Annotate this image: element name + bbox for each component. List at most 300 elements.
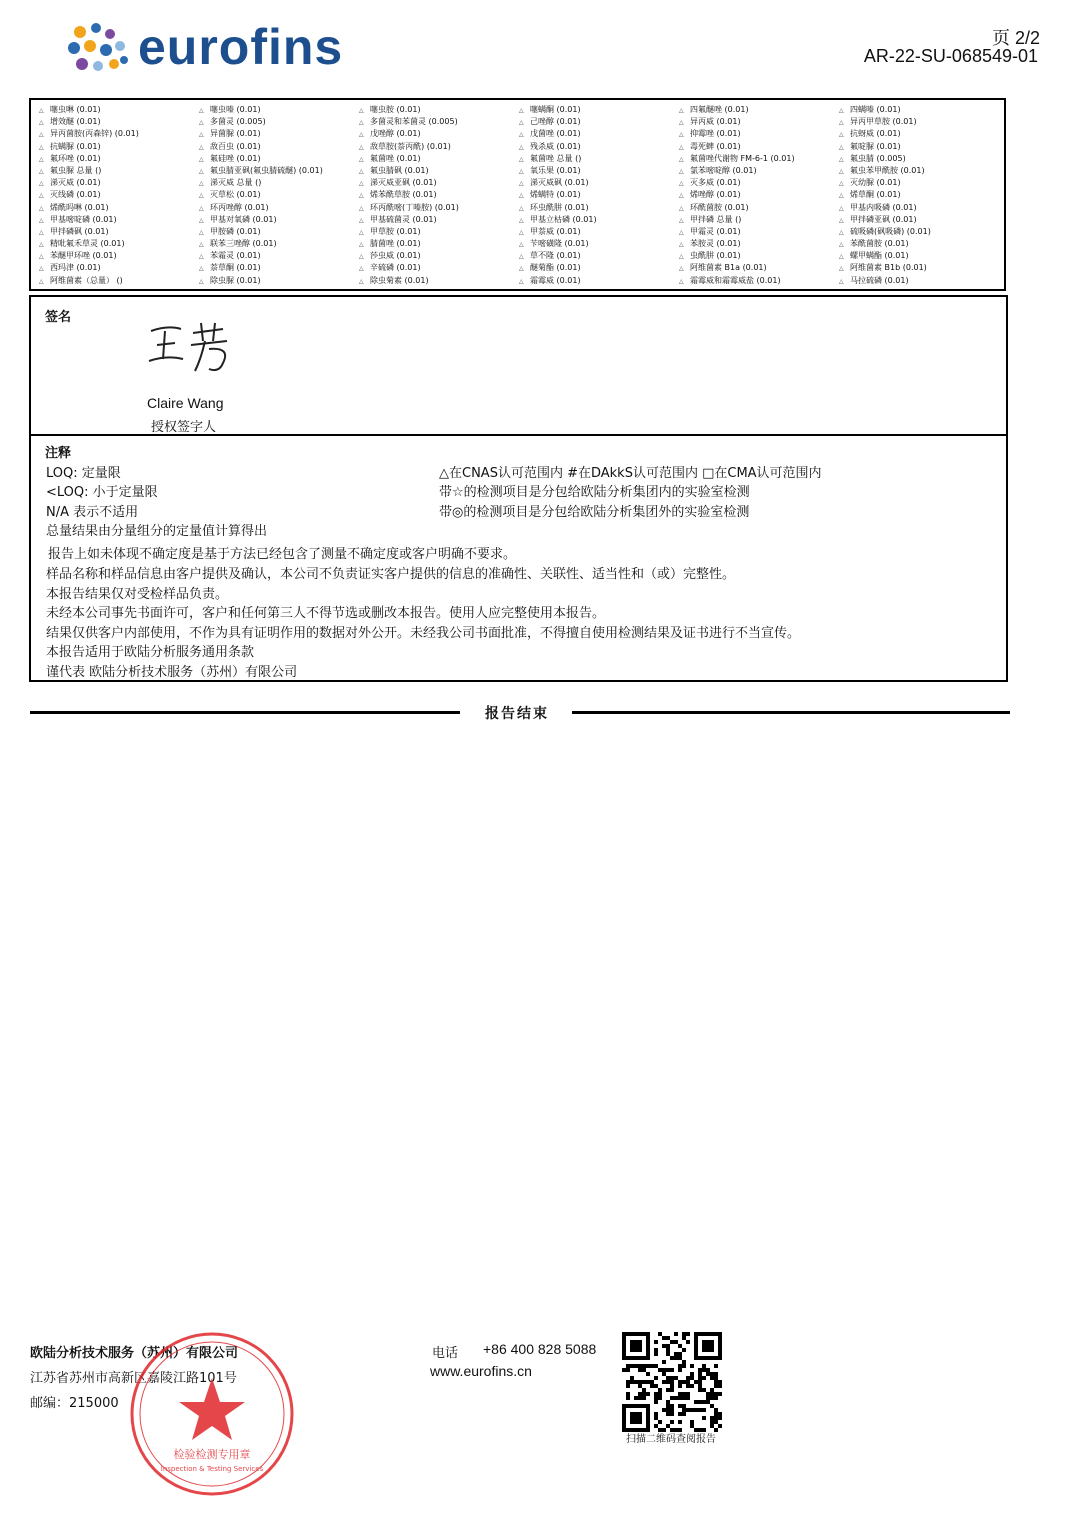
cnas-triangle-icon: △ bbox=[679, 265, 684, 273]
notes-section bbox=[29, 436, 1008, 682]
analyte-item bbox=[359, 128, 519, 140]
analyte-item bbox=[679, 214, 839, 226]
analyte-item bbox=[839, 141, 999, 153]
analyte-item bbox=[359, 250, 519, 262]
statement-terms: 本报告适用于欧陆分析服务通用条款 bbox=[46, 645, 255, 660]
analyte-item bbox=[679, 141, 839, 153]
analyte-label: 氟虫腈亚砜(氟虫腈硫醚) (0.01) bbox=[210, 165, 323, 175]
analyte-item bbox=[839, 104, 999, 116]
analyte-item bbox=[679, 226, 839, 238]
cnas-triangle-icon: △ bbox=[679, 119, 684, 127]
analyte-label: 噻虫嗪 (0.01) bbox=[210, 105, 261, 114]
analyte-label: 氟菌唑 总量 () bbox=[530, 153, 582, 163]
analyte-item bbox=[199, 177, 359, 189]
analyte-label: 烯酰吗啉 (0.01) bbox=[50, 202, 109, 212]
analyte-label: 苯酰菌胺 (0.01) bbox=[850, 239, 909, 249]
cnas-triangle-icon: △ bbox=[839, 167, 844, 175]
report-number: AR-22-SU-068549-01 bbox=[863, 46, 1038, 66]
analyte-label: 涕灭威砜 (0.01) bbox=[530, 178, 589, 188]
note-total: 总量结果由分量组分的定量值计算得出 bbox=[46, 524, 268, 539]
analyte-item bbox=[519, 116, 679, 128]
signer-role: 授权签字人 bbox=[151, 420, 217, 435]
cnas-triangle-icon: △ bbox=[199, 277, 204, 285]
analyte-item bbox=[519, 165, 679, 177]
analyte-item bbox=[839, 202, 999, 214]
footer-company: 欧陆分析技术服务（苏州）有限公司 bbox=[30, 1346, 239, 1361]
cnas-triangle-icon: △ bbox=[839, 119, 844, 127]
analyte-item bbox=[839, 238, 999, 250]
analyte-item bbox=[519, 202, 679, 214]
analyte-label: 噻虫啉 (0.01) bbox=[50, 105, 101, 114]
cnas-triangle-icon: △ bbox=[679, 253, 684, 261]
analyte-label: 氟虫脲 总量 () bbox=[50, 165, 102, 175]
note-below-loq: <LOQ: 小于定量限 bbox=[46, 485, 158, 500]
analyte-item bbox=[839, 177, 999, 189]
analyte-label: 苯醚甲环唑 (0.01) bbox=[50, 251, 117, 261]
analyte-item bbox=[839, 250, 999, 262]
statement-on-behalf: 谨代表 欧陆分析技术服务（苏州）有限公司 bbox=[46, 665, 298, 680]
cnas-triangle-icon: △ bbox=[359, 167, 364, 175]
analyte-label: 精吡氟禾草灵 (0.01) bbox=[50, 239, 125, 249]
cnas-triangle-icon: △ bbox=[679, 204, 684, 212]
cnas-triangle-icon: △ bbox=[519, 180, 524, 188]
analyte-label: 除虫菊素 (0.01) bbox=[370, 275, 429, 285]
analyte-item bbox=[519, 189, 679, 201]
analyte-item bbox=[519, 226, 679, 238]
analyte-item bbox=[39, 250, 199, 262]
analyte-item bbox=[519, 141, 679, 153]
analyte-label: 阿维菌素 B1b (0.01) bbox=[850, 263, 927, 273]
analyte-label: 联苯三唑醇 (0.01) bbox=[210, 239, 277, 249]
notes-title: 注释 bbox=[45, 446, 72, 461]
analyte-item bbox=[39, 141, 199, 153]
cnas-triangle-icon: △ bbox=[39, 265, 44, 273]
analyte-item bbox=[359, 153, 519, 165]
page-number: 页 2/2 bbox=[991, 28, 1040, 48]
cnas-triangle-icon: △ bbox=[199, 192, 204, 200]
analyte-label: 敌百虫 (0.01) bbox=[210, 141, 261, 151]
cnas-triangle-icon: △ bbox=[39, 167, 44, 175]
cnas-triangle-icon: △ bbox=[359, 228, 364, 236]
note-subcontract-internal: 带☆的检测项目是分包给欧陆分析集团内的实验室检测 bbox=[439, 485, 750, 500]
analyte-item bbox=[39, 165, 199, 177]
analyte-label: 甲霜灵 (0.01) bbox=[690, 226, 741, 236]
cnas-triangle-icon: △ bbox=[359, 265, 364, 273]
analyte-label: 己唑醇 (0.01) bbox=[530, 117, 581, 127]
cnas-triangle-icon: △ bbox=[839, 265, 844, 273]
analyte-item bbox=[39, 202, 199, 214]
cnas-triangle-icon: △ bbox=[199, 131, 204, 139]
analyte-label: 环丙唑醇 (0.01) bbox=[210, 202, 269, 212]
analyte-label: 硫吸磷(砜吸磷) (0.01) bbox=[850, 226, 931, 236]
cnas-triangle-icon: △ bbox=[39, 107, 44, 114]
analyte-label: 醚菊酯 (0.01) bbox=[530, 263, 581, 273]
cnas-triangle-icon: △ bbox=[39, 119, 44, 127]
analyte-label: 环酰菌胺 (0.01) bbox=[690, 202, 749, 212]
analyte-label: 甲胺磷 (0.01) bbox=[210, 226, 261, 236]
company-seal-icon bbox=[128, 1330, 296, 1498]
cnas-triangle-icon: △ bbox=[519, 228, 524, 236]
cnas-triangle-icon: △ bbox=[679, 143, 684, 151]
analyte-item bbox=[519, 128, 679, 140]
cnas-triangle-icon: △ bbox=[519, 253, 524, 261]
analyte-item bbox=[359, 165, 519, 177]
analyte-label: 除虫脲 (0.01) bbox=[210, 275, 261, 285]
cnas-triangle-icon: △ bbox=[839, 253, 844, 261]
cnas-triangle-icon: △ bbox=[519, 277, 524, 285]
cnas-triangle-icon: △ bbox=[39, 204, 44, 212]
analyte-item bbox=[39, 214, 199, 226]
analyte-item bbox=[39, 262, 199, 274]
cnas-triangle-icon: △ bbox=[679, 167, 684, 175]
cnas-triangle-icon: △ bbox=[839, 277, 844, 285]
analyte-label: 西玛津 (0.01) bbox=[50, 263, 101, 273]
analyte-item bbox=[359, 275, 519, 287]
analyte-label: 异丙菌胺(丙森锌) (0.01) bbox=[50, 129, 139, 139]
analyte-label: 烯唑醇 (0.01) bbox=[690, 190, 741, 200]
cnas-triangle-icon: △ bbox=[39, 216, 44, 224]
analyte-item bbox=[839, 165, 999, 177]
analyte-label: 甲草胺 (0.01) bbox=[370, 226, 421, 236]
qr-caption: 扫描二维码查阅报告 bbox=[626, 1434, 716, 1445]
analyte-label: 甲基内吸磷 (0.01) bbox=[850, 202, 917, 212]
cnas-triangle-icon: △ bbox=[359, 253, 364, 261]
cnas-triangle-icon: △ bbox=[679, 228, 684, 236]
analyte-item bbox=[199, 226, 359, 238]
analyte-label: 甲基对氧磷 (0.01) bbox=[210, 214, 277, 224]
analyte-label: 氟硅唑 (0.01) bbox=[210, 153, 261, 163]
analyte-item bbox=[359, 189, 519, 201]
analyte-item bbox=[519, 262, 679, 274]
cnas-triangle-icon: △ bbox=[359, 119, 364, 127]
analyte-item bbox=[39, 189, 199, 201]
seal-center-text: 检验检测专用章 bbox=[173, 1448, 251, 1461]
analyte-item bbox=[679, 153, 839, 165]
analyte-label: 敌草胺(萘丙酰) (0.01) bbox=[370, 141, 451, 151]
statement-sample-info: 样品名称和样品信息由客户提供及确认，本公司不负责证实客户提供的信息的准确性、关联性、适当性和（或）完整性。 bbox=[46, 567, 736, 582]
cnas-triangle-icon: △ bbox=[519, 192, 524, 200]
analyte-label: 环丙酰嘧(丁嗪胺) (0.01) bbox=[370, 202, 459, 212]
analyte-item bbox=[679, 250, 839, 262]
analyte-label: 毒死蜱 (0.01) bbox=[690, 141, 741, 151]
analyte-label: 抗螨脲 (0.01) bbox=[50, 141, 101, 151]
cnas-triangle-icon: △ bbox=[679, 107, 684, 114]
analyte-item bbox=[39, 177, 199, 189]
cnas-triangle-icon: △ bbox=[839, 228, 844, 236]
cnas-triangle-icon: △ bbox=[839, 241, 844, 249]
analyte-label: 涕灭威亚砜 (0.01) bbox=[370, 178, 437, 188]
statement-scope: 本报告结果仅对受检样品负责。 bbox=[46, 587, 229, 602]
analyte-label: 烯草酮 (0.01) bbox=[850, 190, 901, 200]
analyte-label: 多菌灵和苯菌灵 (0.005) bbox=[370, 117, 458, 127]
analyte-label: 戊菌唑 (0.01) bbox=[530, 129, 581, 139]
analyte-label: 氟虫腈 (0.005) bbox=[850, 153, 906, 163]
analyte-item bbox=[839, 226, 999, 238]
analyte-label: 苯胺灵 (0.01) bbox=[690, 239, 741, 249]
analyte-label: 虫酰肼 (0.01) bbox=[690, 251, 741, 261]
analyte-label: 灭多威 (0.01) bbox=[690, 178, 741, 188]
analyte-item bbox=[839, 116, 999, 128]
analyte-label: 噻虫胺 (0.01) bbox=[370, 105, 421, 114]
analyte-item bbox=[199, 262, 359, 274]
analyte-label: 氧乐果 (0.01) bbox=[530, 165, 581, 175]
analyte-item bbox=[839, 128, 999, 140]
analyte-label: 草不隆 (0.01) bbox=[530, 251, 581, 261]
signer-name: Claire Wang bbox=[147, 395, 224, 411]
analyte-label: 氟虫腈砜 (0.01) bbox=[370, 165, 429, 175]
analyte-label: 氯苯嘧啶醇 (0.01) bbox=[690, 165, 757, 175]
footer-zip: 邮编：215000 bbox=[30, 1396, 119, 1411]
analyte-label: 甲萘威 (0.01) bbox=[530, 226, 581, 236]
analyte-label: 涕灭威 (0.01) bbox=[50, 178, 101, 188]
analyte-item bbox=[679, 262, 839, 274]
cnas-triangle-icon: △ bbox=[199, 155, 204, 163]
footer-tel-label: 电话 bbox=[432, 1346, 459, 1361]
analyte-item bbox=[359, 116, 519, 128]
cnas-triangle-icon: △ bbox=[359, 143, 364, 151]
analyte-item bbox=[359, 177, 519, 189]
cnas-triangle-icon: △ bbox=[679, 277, 684, 285]
analyte-label: 氟菌唑 (0.01) bbox=[370, 153, 421, 163]
analyte-item bbox=[679, 116, 839, 128]
signature-section bbox=[29, 295, 1008, 436]
analyte-item bbox=[519, 275, 679, 287]
analyte-item bbox=[519, 153, 679, 165]
end-divider-left bbox=[30, 711, 460, 714]
analyte-item bbox=[39, 128, 199, 140]
seal-sub-text: Inspection & Testing Services bbox=[160, 1465, 264, 1473]
cnas-triangle-icon: △ bbox=[359, 192, 364, 200]
analyte-label: 异丙威 (0.01) bbox=[690, 117, 741, 127]
analyte-label: 甲基嘧啶磷 (0.01) bbox=[50, 214, 117, 224]
analyte-item bbox=[519, 104, 679, 116]
analyte-item bbox=[39, 104, 199, 116]
cnas-triangle-icon: △ bbox=[359, 107, 364, 114]
analyte-item bbox=[199, 214, 359, 226]
note-accreditation: △在CNAS认可范围内 #在DAkkS认可范围内 □在CMA认可范围内 bbox=[439, 466, 822, 481]
cnas-triangle-icon: △ bbox=[839, 107, 844, 114]
cnas-triangle-icon: △ bbox=[359, 131, 364, 139]
cnas-triangle-icon: △ bbox=[359, 277, 364, 285]
end-divider-right bbox=[572, 711, 1010, 714]
analyte-label: 马拉硫磷 (0.01) bbox=[850, 275, 909, 285]
analyte-item bbox=[839, 189, 999, 201]
analyte-item bbox=[519, 238, 679, 250]
analyte-label: 烯苯酰草胺 (0.01) bbox=[370, 190, 437, 200]
analyte-item bbox=[679, 104, 839, 116]
cnas-triangle-icon: △ bbox=[199, 204, 204, 212]
end-of-report: 报告结束 bbox=[485, 706, 549, 722]
analyte-item bbox=[199, 250, 359, 262]
analyte-item bbox=[679, 275, 839, 287]
analyte-label: 辛硫磷 (0.01) bbox=[370, 263, 421, 273]
analyte-label: 甲基硫菌灵 (0.01) bbox=[370, 214, 437, 224]
cnas-triangle-icon: △ bbox=[39, 228, 44, 236]
cnas-triangle-icon: △ bbox=[679, 131, 684, 139]
analyte-label: 烯螨特 (0.01) bbox=[530, 190, 581, 200]
qr-code-icon[interactable] bbox=[622, 1332, 722, 1432]
cnas-triangle-icon: △ bbox=[519, 167, 524, 175]
cnas-triangle-icon: △ bbox=[199, 228, 204, 236]
analyte-label: 灭草松 (0.01) bbox=[210, 190, 261, 200]
analyte-item bbox=[359, 141, 519, 153]
analyte-item bbox=[519, 250, 679, 262]
analyte-item bbox=[199, 153, 359, 165]
analyte-grid bbox=[39, 104, 1004, 287]
analyte-label: 萘草酮 (0.01) bbox=[210, 263, 261, 273]
brand-name: eurofins bbox=[138, 19, 344, 75]
analyte-label: 残杀威 (0.01) bbox=[530, 141, 581, 151]
analyte-label: 灭线磷 (0.01) bbox=[50, 190, 101, 200]
cnas-triangle-icon: △ bbox=[39, 131, 44, 139]
analyte-item bbox=[199, 141, 359, 153]
analyte-item bbox=[679, 189, 839, 201]
cnas-triangle-icon: △ bbox=[839, 204, 844, 212]
statement-internal-use: 结果仅供客户内部使用，不作为具有证明作用的数据对外公开。未经我公司书面批准，不得擅自使用检测结果及证书进行不当宣传。 bbox=[46, 626, 801, 641]
cnas-triangle-icon: △ bbox=[679, 192, 684, 200]
analyte-item bbox=[199, 202, 359, 214]
cnas-triangle-icon: △ bbox=[199, 265, 204, 273]
analyte-label: 霜霉威和霜霉威盐 (0.01) bbox=[690, 275, 781, 285]
analyte-item bbox=[199, 165, 359, 177]
cnas-triangle-icon: △ bbox=[39, 155, 44, 163]
cnas-triangle-icon: △ bbox=[839, 216, 844, 224]
cnas-triangle-icon: △ bbox=[519, 143, 524, 151]
cnas-triangle-icon: △ bbox=[199, 119, 204, 127]
analyte-label: 甲拌磷砜 (0.01) bbox=[50, 226, 109, 236]
analyte-item bbox=[519, 214, 679, 226]
footer-tel: +86 400 828 5088 bbox=[483, 1341, 597, 1357]
analyte-label: 抗蚜威 (0.01) bbox=[850, 129, 901, 139]
analyte-label: 灭幼脲 (0.01) bbox=[850, 178, 901, 188]
analyte-item bbox=[679, 128, 839, 140]
analyte-label: 苄嘧磺隆 (0.01) bbox=[530, 239, 589, 249]
analyte-label: 阿维菌素（总量） () bbox=[50, 275, 123, 285]
analyte-label: 甲拌磷 总量 () bbox=[690, 214, 742, 224]
cnas-triangle-icon: △ bbox=[199, 167, 204, 175]
analyte-label: 氟啶脲 (0.01) bbox=[850, 141, 901, 151]
analyte-label: 异菌脲 (0.01) bbox=[210, 129, 261, 139]
analyte-item bbox=[199, 104, 359, 116]
cnas-triangle-icon: △ bbox=[199, 216, 204, 224]
analyte-item bbox=[199, 275, 359, 287]
analyte-label: 氟菌唑代谢物 FM-6-1 (0.01) bbox=[690, 153, 795, 163]
cnas-triangle-icon: △ bbox=[519, 119, 524, 127]
analyte-item bbox=[199, 128, 359, 140]
analyte-label: 四螨嗪 (0.01) bbox=[850, 105, 901, 114]
cnas-triangle-icon: △ bbox=[39, 241, 44, 249]
cnas-triangle-icon: △ bbox=[519, 265, 524, 273]
cnas-triangle-icon: △ bbox=[519, 107, 524, 114]
analyte-label: 氟虫苯甲酰胺 (0.01) bbox=[850, 165, 925, 175]
analyte-label: 异丙甲草胺 (0.01) bbox=[850, 117, 917, 127]
analyte-item bbox=[39, 238, 199, 250]
cnas-triangle-icon: △ bbox=[199, 180, 204, 188]
analyte-item bbox=[519, 177, 679, 189]
analyte-label: 腈菌唑 (0.01) bbox=[370, 239, 421, 249]
cnas-triangle-icon: △ bbox=[39, 180, 44, 188]
analyte-item bbox=[679, 202, 839, 214]
analyte-label: 莎虫威 (0.01) bbox=[370, 251, 421, 261]
cnas-triangle-icon: △ bbox=[839, 192, 844, 200]
analyte-label: 增效醚 (0.01) bbox=[50, 117, 101, 127]
cnas-triangle-icon: △ bbox=[679, 180, 684, 188]
analyte-label: 甲拌磷亚砜 (0.01) bbox=[850, 214, 917, 224]
analyte-item bbox=[359, 262, 519, 274]
analyte-item bbox=[359, 202, 519, 214]
cnas-triangle-icon: △ bbox=[199, 143, 204, 151]
analyte-item bbox=[839, 214, 999, 226]
note-loq: LOQ: 定量限 bbox=[46, 466, 121, 481]
cnas-triangle-icon: △ bbox=[519, 241, 524, 249]
analyte-item bbox=[199, 238, 359, 250]
statement-no-excerpt: 未经本公司事先书面许可，客户和任何第三人不得节选或删改本报告。使用人应完整使用本报告。 bbox=[46, 606, 606, 621]
cnas-triangle-icon: △ bbox=[519, 131, 524, 139]
cnas-triangle-icon: △ bbox=[839, 143, 844, 151]
note-na: N/A 表示不适用 bbox=[46, 505, 139, 520]
analyte-label: 苯霜灵 (0.01) bbox=[210, 251, 261, 261]
cnas-triangle-icon: △ bbox=[39, 143, 44, 151]
cnas-triangle-icon: △ bbox=[839, 155, 844, 163]
cnas-triangle-icon: △ bbox=[359, 180, 364, 188]
statement-uncertainty: 报告上如未体现不确定度是基于方法已经包含了测量不确定度或客户明确不要求。 bbox=[48, 547, 517, 562]
analyte-table bbox=[29, 98, 1006, 291]
analyte-item bbox=[359, 226, 519, 238]
analyte-item bbox=[839, 262, 999, 274]
analyte-label: 螺甲螨酯 (0.01) bbox=[850, 251, 909, 261]
analyte-item bbox=[39, 275, 199, 287]
cnas-triangle-icon: △ bbox=[39, 277, 44, 285]
cnas-triangle-icon: △ bbox=[359, 204, 364, 212]
analyte-label: 涕灭威 总量 () bbox=[210, 178, 262, 188]
analyte-item bbox=[199, 116, 359, 128]
analyte-item bbox=[359, 214, 519, 226]
analyte-item bbox=[839, 153, 999, 165]
cnas-triangle-icon: △ bbox=[199, 253, 204, 261]
footer-address: 江苏省苏州市高新区嘉陵江路101号 bbox=[30, 1371, 237, 1386]
analyte-label: 霜霉威 (0.01) bbox=[530, 275, 581, 285]
analyte-label: 四氟醚唑 (0.01) bbox=[690, 105, 749, 114]
handwritten-signature-icon bbox=[143, 319, 253, 379]
cnas-triangle-icon: △ bbox=[839, 180, 844, 188]
analyte-item bbox=[839, 275, 999, 287]
analyte-item bbox=[39, 116, 199, 128]
analyte-item bbox=[39, 153, 199, 165]
analyte-label: 阿维菌素 B1a (0.01) bbox=[690, 263, 767, 273]
cnas-triangle-icon: △ bbox=[359, 155, 364, 163]
analyte-item bbox=[679, 177, 839, 189]
analyte-item bbox=[359, 104, 519, 116]
cnas-triangle-icon: △ bbox=[519, 204, 524, 212]
analyte-label: 噻螨酮 (0.01) bbox=[530, 105, 581, 114]
footer-website[interactable]: www.eurofins.cn bbox=[430, 1363, 532, 1379]
signature-title: 签名 bbox=[45, 310, 72, 325]
cnas-triangle-icon: △ bbox=[199, 107, 204, 114]
cnas-triangle-icon: △ bbox=[359, 241, 364, 249]
cnas-triangle-icon: △ bbox=[839, 131, 844, 139]
analyte-label: 戊唑醇 (0.01) bbox=[370, 129, 421, 139]
cnas-triangle-icon: △ bbox=[199, 241, 204, 249]
cnas-triangle-icon: △ bbox=[519, 155, 524, 163]
cnas-triangle-icon: △ bbox=[519, 216, 524, 224]
analyte-item bbox=[679, 238, 839, 250]
cnas-triangle-icon: △ bbox=[679, 241, 684, 249]
cnas-triangle-icon: △ bbox=[359, 216, 364, 224]
cnas-triangle-icon: △ bbox=[679, 216, 684, 224]
analyte-item bbox=[199, 189, 359, 201]
analyte-label: 抑霉唑 (0.01) bbox=[690, 129, 741, 139]
eurofins-logo-icon bbox=[66, 20, 138, 80]
